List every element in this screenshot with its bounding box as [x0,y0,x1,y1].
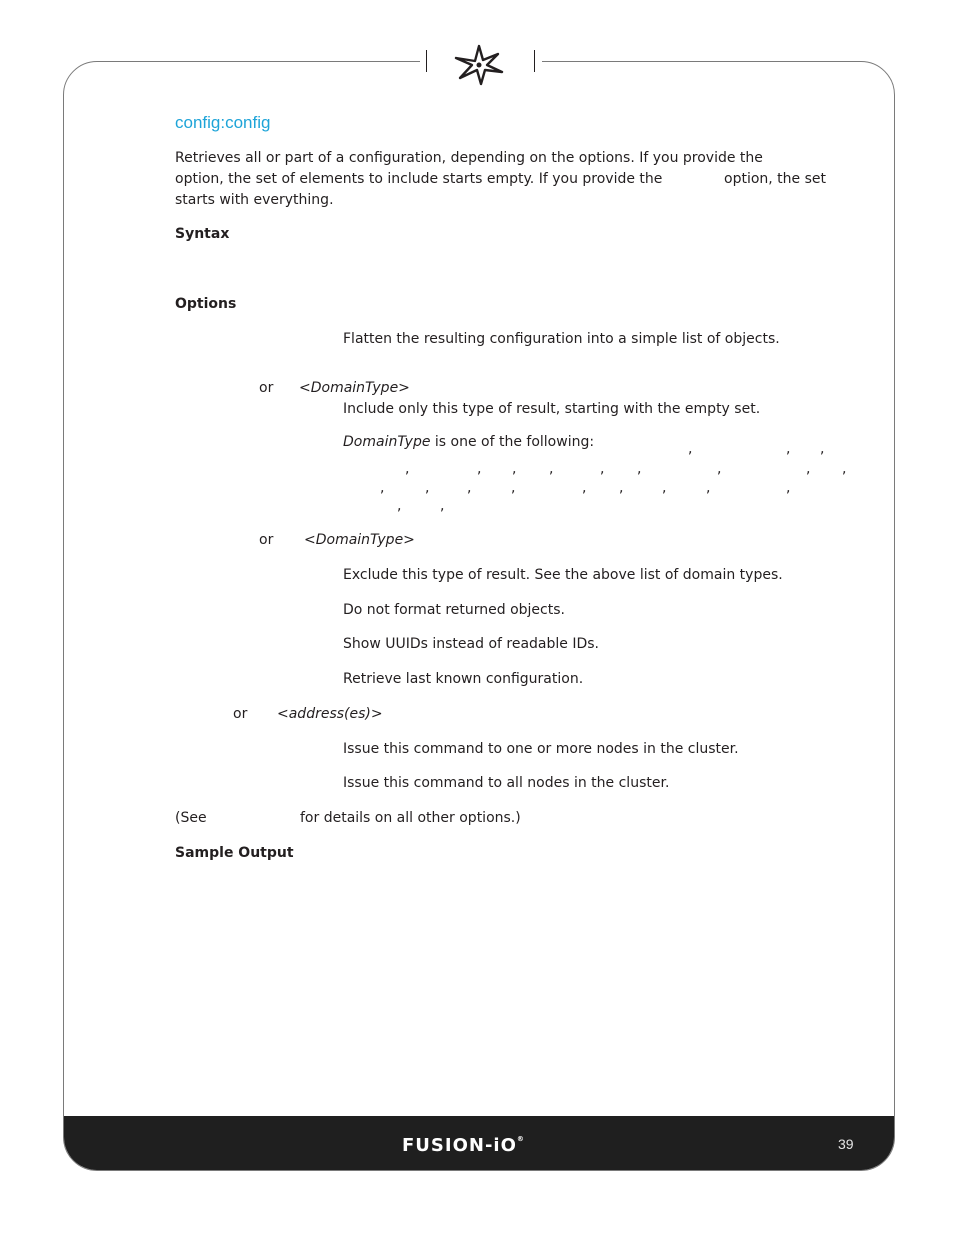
all-nodes-option-desc: Issue this command to all nodes in the cluster. [343,775,670,791]
see-note-prefix: (See [175,810,207,826]
last-option-desc: Retrieve last known configuration. [343,671,584,687]
noformat-option-desc: Do not format returned objects. [343,602,565,618]
nodes-option-desc: Issue this command to one or more nodes in the cluster. [343,741,739,757]
fusion-io-star-logo-icon [452,42,506,86]
exclude-option-arg: <DomainType> [304,532,415,548]
syntax-heading: Syntax [175,226,230,242]
include-option-arg: <DomainType> [299,380,410,396]
intro-line-3: starts with everything. [175,192,334,208]
exclude-option-or: or [259,532,274,548]
nodes-option-arg: <address(es)> [277,706,383,722]
right-tick [534,50,535,72]
intro-line-2a: option, the set of elements to include starts empty. If you provide the [175,171,663,187]
domain-type-intro [343,432,594,453]
page-number: 39 [838,1136,854,1152]
footer-brand-logo: FUSION-iO® [402,1135,525,1156]
include-option-desc: Include only this type of result, starting with the empty set. [343,401,761,417]
section-heading: config:config [175,113,271,132]
uuid-option-desc: Show UUIDs instead of readable IDs. [343,636,599,652]
intro-line-2b: option, the set [724,171,826,187]
options-heading: Options [175,296,237,312]
domain-type-term: DomainType [343,434,431,450]
see-note-suffix: for details on all other options.) [300,810,521,826]
exclude-option-desc: Exclude this type of result. See the above list of domain types. [343,567,783,583]
nodes-option-or: or [233,706,248,722]
sample-output-heading: Sample Output [175,845,294,861]
domain-type-rest: is one of the following: [430,434,595,450]
intro-line-1: Retrieves all or part of a configuration, depending on the options. If you provide the [175,150,763,166]
include-option-or: or [259,380,274,396]
left-tick [426,50,427,72]
flatten-option-desc: Flatten the resulting configuration into a simple list of objects. [343,331,780,347]
